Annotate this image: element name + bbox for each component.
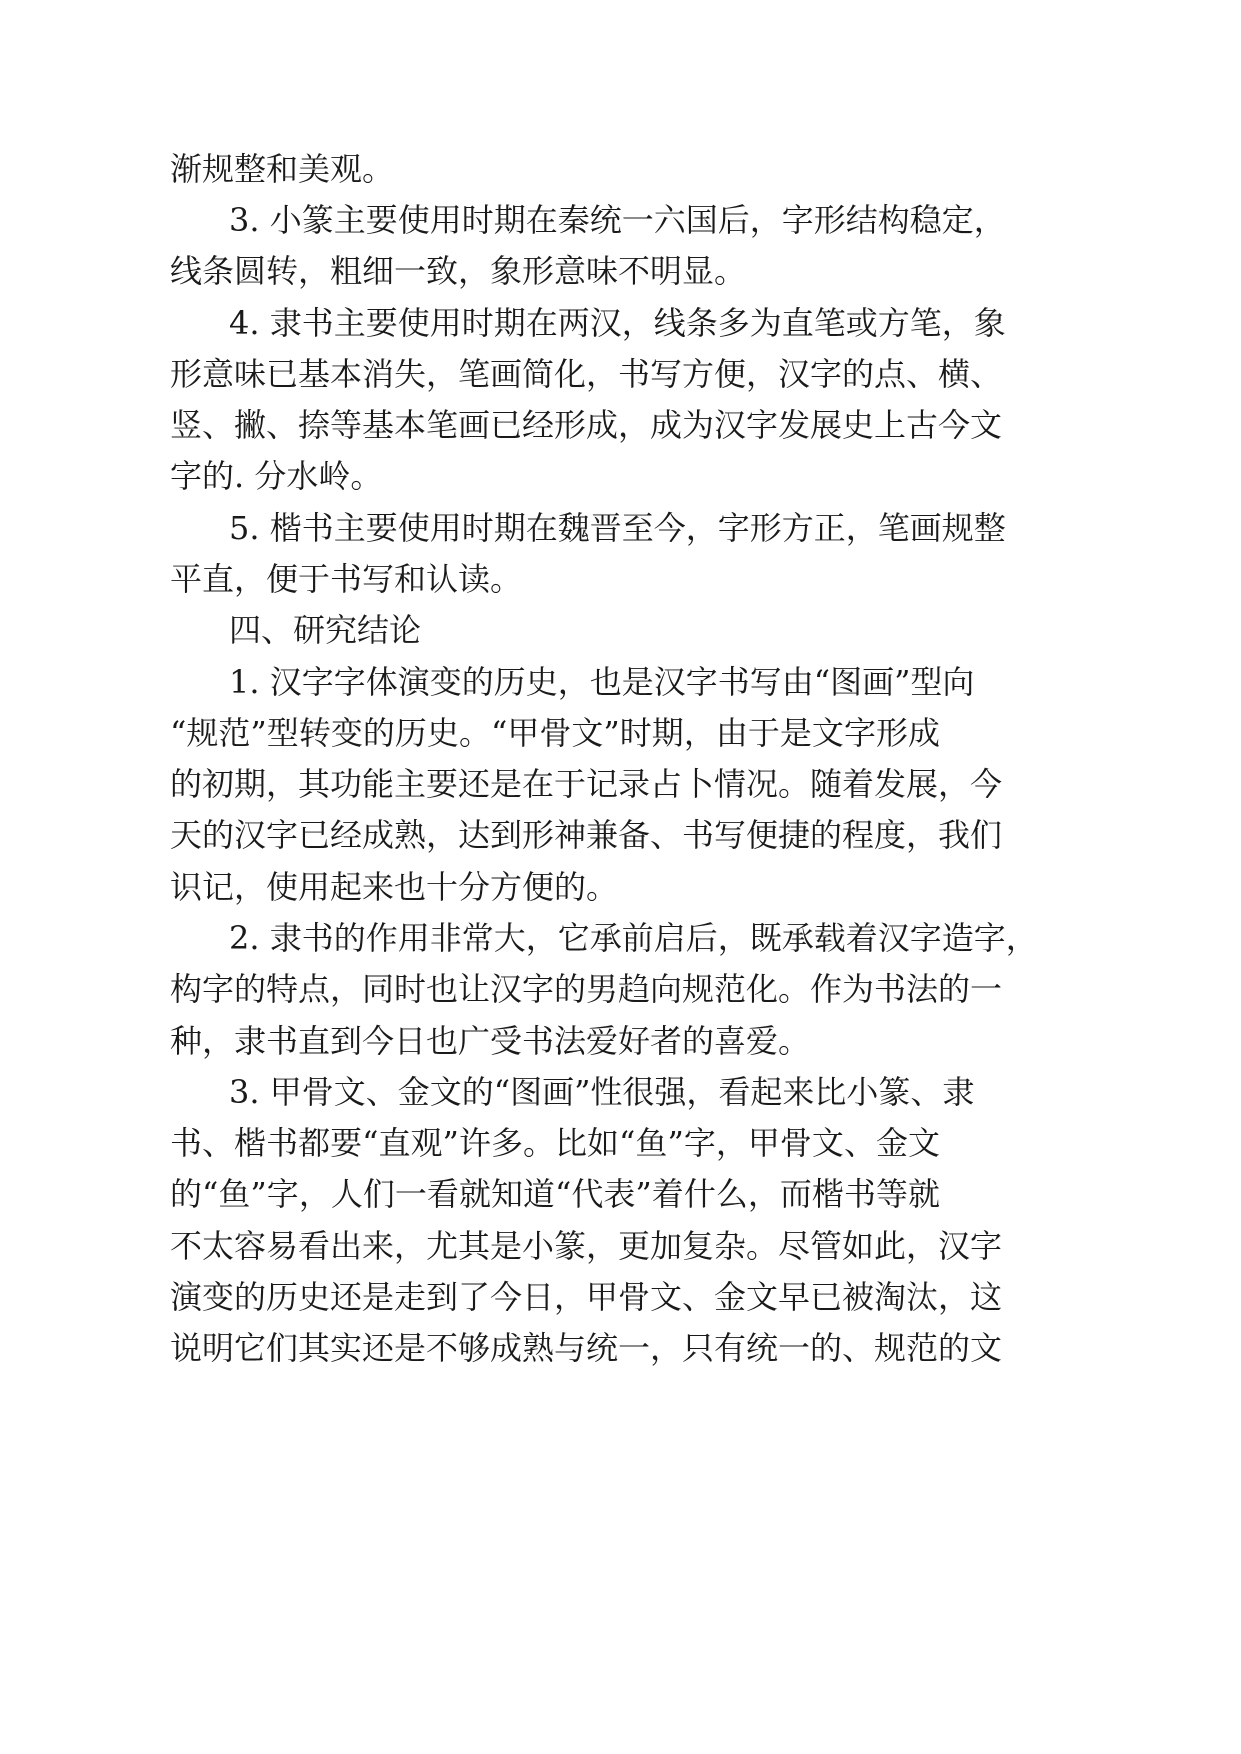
section-heading: 四、研究结论 (229, 611, 422, 649)
text-line-12-content: “规范”型转变的历史。“甲骨文”时期，由于是文字形成 (170, 714, 940, 752)
text-line-19-content: 3. 甲骨文、金文的“图画”性很强，看起来比小篆、隶 (229, 1073, 975, 1111)
text-line-8-content: 5. 楷书主要使用时期在魏晋至今，字形方正，笔画规整 (229, 509, 1006, 547)
text-line-1: 渐规整和美观。 (170, 150, 395, 188)
text-line-2-content: 3. 小篆主要使用时期在秦统一六国后，字形结构稳定， (229, 201, 1006, 239)
text-line-6-content: 竖、撇、捺等基本笔画已经形成，成为汉字发展史上古今文 (170, 406, 1003, 444)
text-line-22-content: 不太容易看出来，尤其是小篆，更加复杂。尽管如此，汉字 (170, 1227, 1003, 1265)
text-line-17 (170, 969, 1003, 1009)
text-line-13-content: 的初期，其功能主要还是在于记录占卜情况。随着发展，今 (170, 765, 1003, 803)
text-line-20 (170, 1123, 940, 1163)
text-line-4-content: 4. 隶书主要使用时期在两汉，线条多为直笔或方笔，象 (229, 304, 1006, 342)
text-line-19 (229, 1072, 975, 1112)
text-line-23 (170, 1277, 1003, 1317)
text-line-23-content: 演变的历史还是走到了今日，甲骨文、金文早已被淘汰，这 (170, 1278, 1003, 1316)
text-line-15: 识记，使用起来也十分方便的。 (170, 868, 619, 906)
text-line-11-content: 1. 汉字字体演变的历史，也是汉字书写由“图画”型向 (229, 663, 975, 701)
text-line-5-content: 形意味已基本消失，笔画简化，书写方便，汉字的点、横、 (170, 355, 1003, 393)
text-line-24-content: 说明它们其实还是不够成熟与统一，只有统一的、规范的文 (170, 1329, 1003, 1367)
text-line-12 (170, 713, 940, 753)
text-line-5 (170, 354, 1003, 394)
text-line-20-content: 书、楷书都要“直观”许多。比如“鱼”字，甲骨文、金文 (170, 1124, 940, 1162)
text-line-14 (170, 815, 1003, 855)
text-line-24 (170, 1328, 1003, 1368)
text-line-22 (170, 1226, 1003, 1266)
text-line-18: 种，隶书直到今日也广受书法爱好者的喜爱。 (170, 1022, 811, 1060)
text-line-16-content: 2. 隶书的作用非常大，它承前启后，既承载着汉字造字， (229, 919, 1038, 957)
text-line-14-content: 天的汉字已经成熟，达到形神兼备、书写便捷的程度，我们 (170, 816, 1003, 854)
text-line-17-content: 构字的特点，同时也让汉字的男趋向规范化。作为书法的一 (170, 970, 1003, 1008)
text-line-16 (229, 918, 1038, 958)
text-line-13 (170, 764, 1003, 804)
text-line-21 (170, 1174, 940, 1214)
text-line-6 (170, 405, 1003, 445)
text-line-2 (229, 200, 1006, 240)
text-line-21-content: 的“鱼”字，人们一看就知道“代表”着什么，而楷书等就 (170, 1175, 940, 1213)
text-line-3: 线条圆转，粗细一致，象形意味不明显。 (170, 252, 747, 290)
text-line-8 (229, 508, 1006, 548)
text-line-9: 平直，便于书写和认读。 (170, 560, 523, 598)
text-line-11 (229, 662, 975, 702)
text-line-7: 字的. 分水岭。 (170, 457, 383, 495)
text-line-4 (229, 303, 1006, 343)
